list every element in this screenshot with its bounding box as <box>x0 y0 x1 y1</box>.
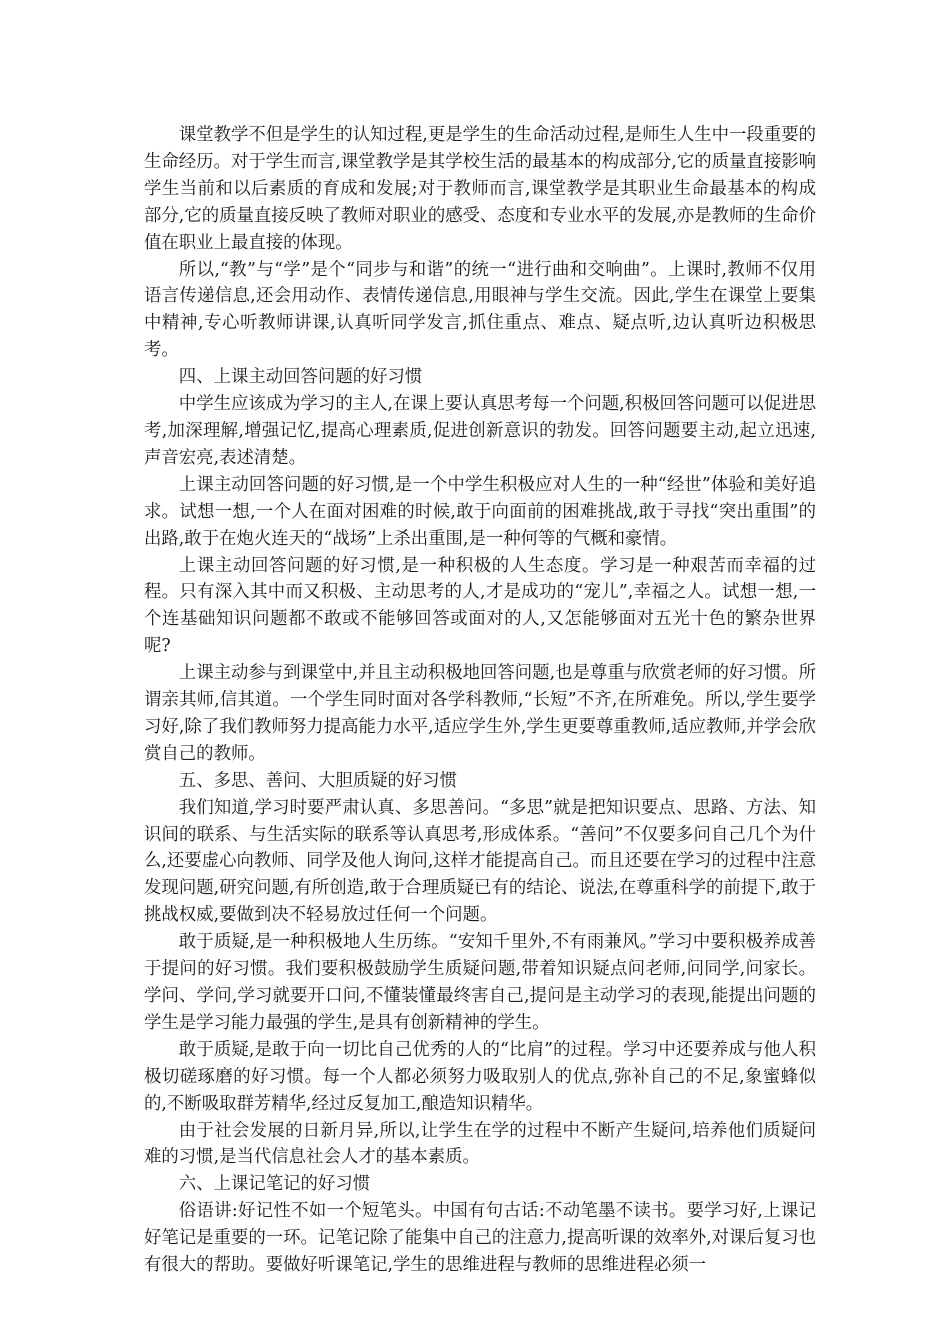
document-body <box>144 122 816 1279</box>
paragraph: 中学生应该成为学习的主人,在课上要认真思考每一个问题,积极回答问题可以促进思考,加深理解,增强记忆,提高心理素质,促进创新意识的勃发。回答问题要主动,起立迅速,声音宏亮,表述清楚。 <box>144 394 816 468</box>
paragraph: 上课主动回答问题的好习惯,是一种积极的人生态度。学习是一种艰苦而幸福的过程。只有深入其中而又积极、主动思考的人,才是成功的“宠儿”,幸福之人。试想一想,一个连基础知识问题都不敢或不能够回答或面对的人,又怎能够面对五光十色的繁杂世界呢? <box>144 555 816 657</box>
paragraph: 俗语讲:好记性不如一个短笔头。中国有句古话:不动笔墨不读书。要学习好,上课记好笔记是重要的一环。记笔记除了能集中自己的注意力,提高听课的效率外,对课后复习也有很大的帮助。要做好听课笔记,学生的思维进程与教师的思维进程必须一 <box>144 1201 816 1276</box>
section-heading: 五、多思、善问、大胆质疑的好习惯 <box>178 770 458 791</box>
paragraph: 我们知道,学习时要严肃认真、多思善问。“多思”就是把知识要点、思路、方法、知识间的联系、与生活实际的联系等认真思考,形成体系。“善问”不仅要多问自己几个为什么,还要虚心向教师、同学及他人询问,这样才能提高自己。而且还要在学习的过程中注意发现问题,研究问题,有所创造,敢于合理质疑已有的结论、说法,在尊重科学的前提下,敢于挑战权威,要做到决不轻易放过任何一个问题。 <box>144 797 816 926</box>
paragraph: 上课主动参与到课堂中,并且主动积极地回答问题,也是尊重与欣赏老师的好习惯。所谓亲其师,信其道。一个学生同时面对各学科教师,“长短”不齐,在所难免。所以,学生要学习好,除了我们教师努力提高能力水平,适应学生外,学生更要尊重教师,适应教师,并学会欣赏自己的教师。 <box>144 663 816 764</box>
section-heading: 四、上课主动回答问题的好习惯 <box>178 367 423 388</box>
paragraph: 敢于质疑,是敢于向一切比自己优秀的人的“比肩”的过程。学习中还要养成与他人积极切磋琢磨的好习惯。每一个人都必须努力吸取别人的优点,弥补自己的不足,象蜜蜂似的,不断吸取群芳精华,经过反复加工,酿造知识精华。 <box>144 1039 816 1114</box>
paragraph: 课堂教学不但是学生的认知过程,更是学生的生命活动过程,是师生人生中一段重要的生命经历。对于学生而言,课堂教学是其学校生活的最基本的构成部分,它的质量直接影响学生当前和以后素质的育成和发展;对于教师而言,课堂教学是其职业生命最基本的构成部分,它的质量直接反映了教师对职业的感受、态度和专业水平的发展,亦是教师的生命价值在职业上最直接的体现。 <box>144 125 816 253</box>
section-heading: 六、上课记笔记的好习惯 <box>178 1174 371 1195</box>
paragraph: 上课主动回答问题的好习惯,是一个中学生积极应对人生的一种“经世”体验和美好追求。试想一想,一个人在面对困难的时候,敢于向面前的困难挑战,敢于寻找“突出重围”的出路,敢于在炮火连天的“战场”上杀出重围,是一种何等的气概和豪情。 <box>144 474 816 549</box>
paragraph: 所以,“教”与“学”是个“同步与和谐”的统一“进行曲和交响曲”。上课时,教师不仅用语言传递信息,还会用动作、表情传递信息,用眼神与学生交流。因此,学生在课堂上要集中精神,专心听教师讲课,认真听同学发言,抓住重点、难点、疑点听,边认真听边积极思考。 <box>144 259 816 361</box>
paragraph: 敢于质疑,是一种积极地人生历练。“安知千里外,不有雨兼风。”学习中要积极养成善于提问的好习惯。我们要积极鼓励学生质疑问题,带着知识疑点问老师,问同学,问家长。学问、学问,学习就要开口问,不懂装懂最终害自己,提问是主动学习的表现,能提出问题的学生是学习能力最强的学生,是具有创新精神的学生。 <box>144 932 816 1033</box>
paragraph: 由于社会发展的日新月异,所以,让学生在学的过程中不断产生疑问,培养他们质疑问难的习惯,是当代信息社会人才的基本素质。 <box>144 1120 816 1168</box>
